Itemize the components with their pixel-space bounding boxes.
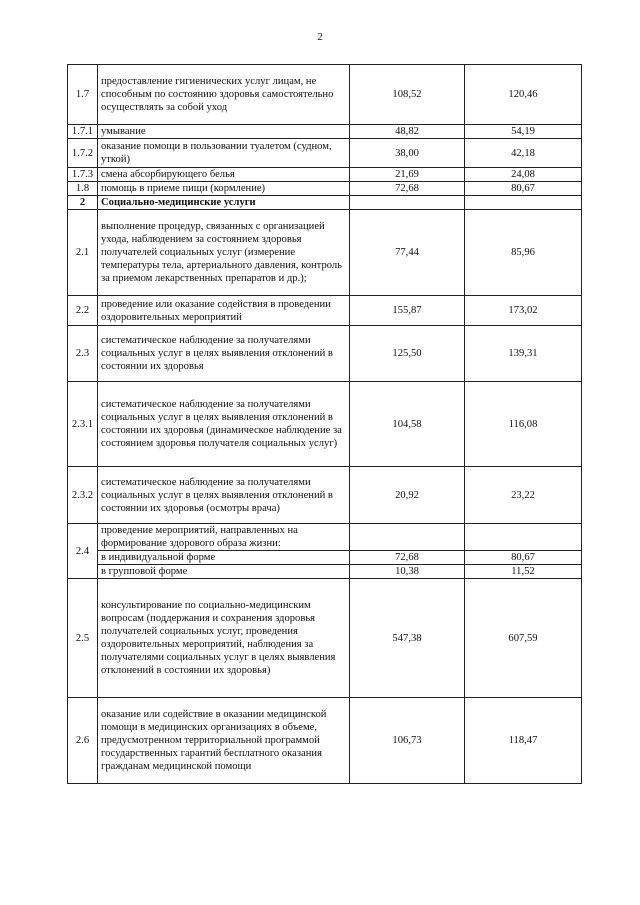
table-row [68,182,582,196]
tariff-value: 42,18 [465,139,582,168]
tariff-value: 24,08 [465,168,582,182]
table-row [68,524,582,551]
table-row [68,698,582,784]
tariff-value: 80,67 [465,551,582,565]
table-row [68,579,582,698]
row-number: 2.3.2 [68,467,98,524]
tariff-value: 607,59 [465,579,582,698]
table-row [68,296,582,326]
row-number: 1.7.1 [68,125,98,139]
tariff-value: 10,38 [350,565,465,579]
tariff-value: 80,67 [465,182,582,196]
table-subrow [68,551,582,565]
tariff-value: 104,58 [350,382,465,467]
row-number: 2.1 [68,210,98,296]
table-row [68,65,582,125]
tariff-value: 116,08 [465,382,582,467]
tariff-value: 120,46 [465,65,582,125]
row-number: 1.7 [68,65,98,125]
tariff-value: 118,47 [465,698,582,784]
service-description: оказание помощи в пользовании туалетом (судном, уткой) [98,139,350,168]
row-number: 2.4 [68,524,98,579]
service-description: систематическое наблюдение за получателями социальных услуг в целях выявления отклонений в состоянии их здоровья [98,326,350,382]
tariff-value: 23,22 [465,467,582,524]
service-description: помощь в приеме пищи (кормление) [98,182,350,196]
row-number: 2.5 [68,579,98,698]
table-subrow [68,565,582,579]
tariff-value: 155,87 [350,296,465,326]
tariff-value: 54,19 [465,125,582,139]
section-title: Социально-медицинские услуги [98,196,350,210]
table-row [68,326,582,382]
section-header-row [68,196,582,210]
tariff-value: 72,68 [350,551,465,565]
tariff-value: 106,73 [350,698,465,784]
section-number: 2 [68,196,98,210]
tariff-value: 125,50 [350,326,465,382]
tariff-value: 20,92 [350,467,465,524]
service-description: смена абсорбирующего белья [98,168,350,182]
service-form-label: в групповой форме [98,565,350,579]
service-description: оказание или содействие в оказании медицинской помощи в медицинских организациях в объеме, предусмотренном территориальной программой государственных гарантий бесплатного оказания гражданам медицинской помощи [98,698,350,784]
service-description: проведение или оказание содействия в проведении оздоровительных мероприятий [98,296,350,326]
tariff-value: 72,68 [350,182,465,196]
table-row [68,168,582,182]
tariff-value: 11,52 [465,565,582,579]
tariff-value: 85,96 [465,210,582,296]
service-description: выполнение процедур, связанных с организацией ухода, наблюдением за состоянием здоровья получателей социальных услуг (измерение температуры тела, артериального давления, контроль за приемом лекарственных препаратов и др.); [98,210,350,296]
table-row [68,467,582,524]
service-description: систематическое наблюдение за получателями социальных услуг в целях выявления отклонений в состоянии их здоровья (осмотры врача) [98,467,350,524]
row-number: 2.3 [68,326,98,382]
tariff-value: 21,69 [350,168,465,182]
row-number: 1.7.2 [68,139,98,168]
row-number: 2.3.1 [68,382,98,467]
tariff-value [350,524,465,551]
tariff-value: 139,31 [465,326,582,382]
tariff-value: 38,00 [350,139,465,168]
service-description: систематическое наблюдение за получателями социальных услуг в целях выявления отклонений в состоянии их здоровья (динамическое наблюдение за состоянием здоровья получателя социальных услуг) [98,382,350,467]
price-table [67,64,582,784]
tariff-value [350,196,465,210]
tariff-value: 48,82 [350,125,465,139]
table-row [68,382,582,467]
row-number: 2.6 [68,698,98,784]
table-row [68,139,582,168]
tariff-value: 77,44 [350,210,465,296]
service-description: консультирование по социально-медицинским вопросам (поддержания и сохранения здоровья получателей социальных услуг, проведения оздоровительных мероприятий, наблюдения за получателями социальных услуг в целях выявления отклонений в состоянии их здоровья) [98,579,350,698]
tariff-value: 547,38 [350,579,465,698]
tariff-value: 108,52 [350,65,465,125]
service-description: умывание [98,125,350,139]
service-description: проведение мероприятий, направленных на формирование здорового образа жизни: [98,524,350,551]
service-form-label: в индивидуальной форме [98,551,350,565]
tariff-value [465,196,582,210]
table-row [68,210,582,296]
row-number: 2.2 [68,296,98,326]
table-row [68,125,582,139]
tariff-value: 173,02 [465,296,582,326]
page-number: 2 [317,31,323,43]
tariff-value [465,524,582,551]
row-number: 1.8 [68,182,98,196]
row-number: 1.7.3 [68,168,98,182]
service-description: предоставление гигиенических услуг лицам, не способным по состоянию здоровья самостоятельно осуществлять за собой уход [98,65,350,125]
